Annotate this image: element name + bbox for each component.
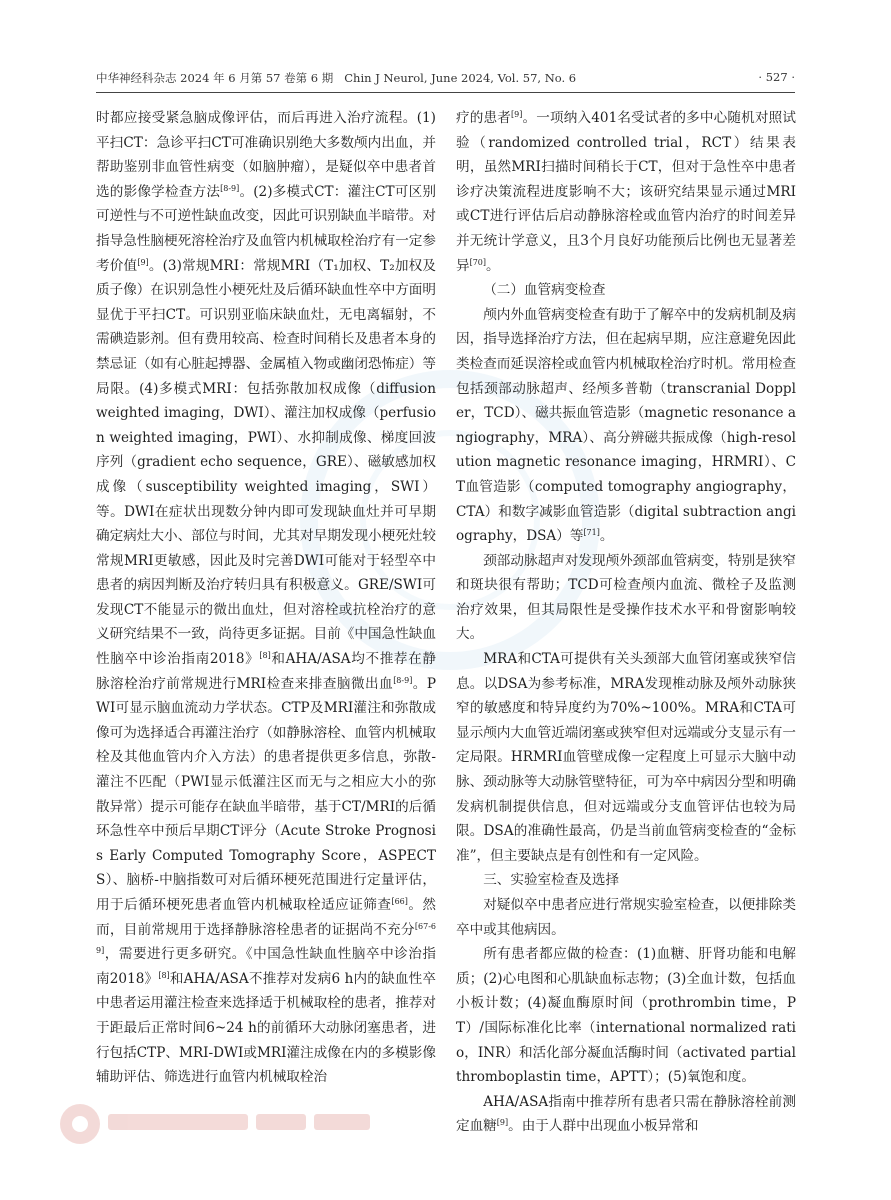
- citation-ref: [8]: [259, 651, 271, 661]
- publisher-seal-icon: [60, 1104, 100, 1144]
- citation-ref: [9]: [137, 257, 149, 267]
- citation-ref: [9]: [496, 1118, 509, 1128]
- paragraph-continued: [96, 106, 436, 1090]
- publisher-mark-3: [314, 1114, 370, 1130]
- text-run: 。(2)多模式CT：灌注CT可区别可逆性与不可逆性缺血改变，因此可识别缺血半暗带。对指导急性脑梗死溶栓治疗及血管内机械取栓治疗有一定参考价值: [96, 183, 436, 274]
- text-run: 。(3)常规MRI：常规MRI（T₁加权、T₂加权及质子像）在识别急性小梗死灶及后循环缺血性卒中方面明显优于平扫CT。可识别亚临床缺血灶，无电离辐射，不需碘造影剂。但有费用较高、检查时间稍长及患者本身的禁忌证（如有心脏起搏器、金属植入物或幽闭恐怖症）等局限。(4)多模式MRI：包括弥散加权成像（diffusion weighted imaging，DWI）、灌注加权成像（perfusion weighted imaging，PWI）、水抑制成像、梯度回波序列（gradient echo sequence，GRE）、磁敏感加权成像（susceptibility weighted imaging，SWI）等。DWI在症状出现数分钟内即可发现缺血灶并可早期确定病灶大小、部位与时间，尤其对早期发现小梗死灶较常规MRI更敏感，因此及时完善DWI可能对于轻型卒中患者的病因判断及治疗转归具有积极意义。GRE/SWI可发现CT不能显示的微出血灶，但对溶栓或抗栓治疗的意义研究结果不一致，尚待更多证据。目前《中国急性缺血性脑卒中诊治指南2018》: [96, 257, 436, 668]
- journal-title-cn: [96, 70, 576, 86]
- text-run: 和AHA/ASA不推荐对发病6 h内的缺血性卒中患者运用灌注检查来选择适于机械取栓的患者，推荐对于距最后正常时间6~24 h的前循环大动脉闭塞患者，进行包括CTP、MRI-DWI或MRI灌注成像在内的多模影像辅助评估、筛选进行血管内机械取栓治: [96, 970, 436, 1086]
- text-run: 。: [486, 257, 500, 274]
- publisher-name-mark: [108, 1114, 248, 1130]
- text-run: 所有患者都应做的检查：(1)血糖、肝肾功能和电解质；(2)心电图和心肌缺血标志物；(3)全血计数，包括血小板计数；(4)凝血酶原时间（prothrombin time，PT）/国际标准化比率（international normalized ratio，INR）和活化部分凝血活酶时间（activated partial thromboplastin time，APTT）；(5)氧饱和度。: [456, 946, 796, 1086]
- text-run: MRA和CTA可提供有关头颈部大血管闭塞或狭窄信息。以DSA为参考标准，MRA发现椎动脉及颅外动脉狭窄的敏感度和特异度约为70%~100%。MRA和CTA可显示颅内大血管近端闭塞或狭窄但对远端或分支显示有一定局限。HRMRI血管壁成像一定程度上可显示大脑中动脉、颈动脉等大动脉管壁特征，可为卒中病因分型和明确发病机制提供信息，但对远端或分支血管评估也较为局限。DSA的准确性最高，仍是当前血管病变检查的“金标准”，但主要缺点是有创性和有一定风险。: [456, 651, 796, 864]
- paragraph: [456, 647, 796, 868]
- journal-cn-text: 中华神经科杂志 2024 年 6 月第 57 卷第 6 期: [96, 71, 334, 85]
- text-run: （二）血管病变检查: [483, 282, 606, 299]
- text-run: AHA/ASA指南中推荐所有患者只需在静脉溶栓前测定血糖: [456, 1093, 796, 1135]
- running-header: [96, 70, 795, 88]
- paragraph: [456, 1090, 796, 1139]
- section-heading: [456, 868, 796, 893]
- text-run: 。然而，目前常规用于选择静脉溶栓患者的证据尚不充分: [96, 897, 437, 938]
- text-run: 颈部动脉超声对发现颅外颈部血管病变，特别是狭窄和斑块很有帮助；TCD可检查颅内血流、微栓子及监测治疗效果，但其局限性是受操作技术水平和骨窗影响较大。: [456, 552, 796, 643]
- journal-en-text: Chin J Neurol, June 2024, Vol. 57, No. 6: [344, 71, 577, 85]
- citation-ref: [67-69]: [96, 921, 436, 956]
- text-run: 疗的患者: [456, 110, 512, 126]
- page-number: · 527 ·: [758, 70, 795, 84]
- text-run: 三、实验室检查及选择: [483, 872, 620, 889]
- text-run: 。: [599, 528, 614, 545]
- text-run: 和AHA/ASA均不推荐在静脉溶栓治疗前常规进行MRI检查来排查脑微出血: [96, 651, 436, 692]
- text-run: 。由于人群中出现血小板异常和: [508, 1118, 699, 1135]
- publisher-mark-2: [256, 1114, 306, 1130]
- citation-ref: [66]: [391, 897, 408, 906]
- text-run: 。一项纳入401名受试者的多中心随机对照试验（randomized controlled trial，RCT）结果表明，虽然MRI扫描时间稍长于CT，但对于急性卒中患者诊疗决策流程进度影响不大；该研究结果显示通过MRI或CT进行评估后启动静脉溶栓或血管内治疗的时间差异并无统计学意义，且3个月良好功能预后比例也无显著差异: [456, 110, 796, 274]
- citation-ref: [9]: [511, 110, 523, 119]
- citation-ref: [70]: [469, 257, 487, 267]
- paragraph: [456, 303, 796, 549]
- header-rule: [96, 92, 795, 93]
- paragraph: [456, 942, 796, 1090]
- left-column: [96, 106, 436, 1090]
- paragraph: [456, 893, 796, 942]
- section-heading: [456, 278, 796, 303]
- text-run: ，需要进行更多研究。《中国急性缺血性脑卒中诊治指南2018》: [96, 946, 436, 987]
- text-run: 时都应接受紧急脑成像评估，而后再进入治疗流程。(1)平扫CT：急诊平扫CT可准确识别绝大多数颅内出血，并帮助鉴别非血管性病变（如脑肿瘤），是疑似卒中患者首选的影像学检查方法: [96, 110, 436, 200]
- citation-ref: [8-9]: [220, 183, 240, 193]
- text-run: 。PWI可显示脑血流动力学状态。CTP及MRI灌注和弥散成像可为选择适合再灌注治疗（如静脉溶栓、血管内机械取栓及其他血管内介入方法）的患者提供更多信息，弥散-灌注不匹配（PWI显示低灌注区而无与之相应大小的弥散异常）提示可能存在缺血半暗带，基于CT/MRI的后循环急性卒中预后早期CT评分（Acute Stroke Prognosis Early Computed Tomography Score，ASPECTS）、脑桥-中脑指数可对后循环梗死范围进行定量评估，用于后循环梗死患者血管内机械取栓适应证筛查: [96, 675, 436, 913]
- paragraph: [456, 549, 796, 647]
- citation-ref: [8-9]: [393, 675, 413, 685]
- text-run: 颅内外血管病变检查有助于了解卒中的发病机制及病因，指导选择治疗方法，但在起病早期，应注意避免因此类检查而延误溶栓或血管内机械取栓治疗时机。常用检查包括颈部动脉超声、经颅多普勒（transcranial Doppler，TCD）、磁共振血管造影（magnetic resonance angiography，MRA）、高分辨磁共振成像（high-resolution magnetic resonance imaging，HRMRI）、CT血管造影（computed tomography angiography，CTA）和数字减影血管造影（digital subtraction angiography，DSA）等: [456, 306, 796, 545]
- citation-ref: [71]: [583, 528, 600, 538]
- right-column: [456, 106, 796, 1139]
- paragraph-continued: [456, 106, 796, 278]
- text-run: 对疑似卒中患者应进行常规实验室检查，以便排除类卒中或其他病因。: [456, 897, 796, 938]
- citation-ref: [8]: [158, 970, 170, 980]
